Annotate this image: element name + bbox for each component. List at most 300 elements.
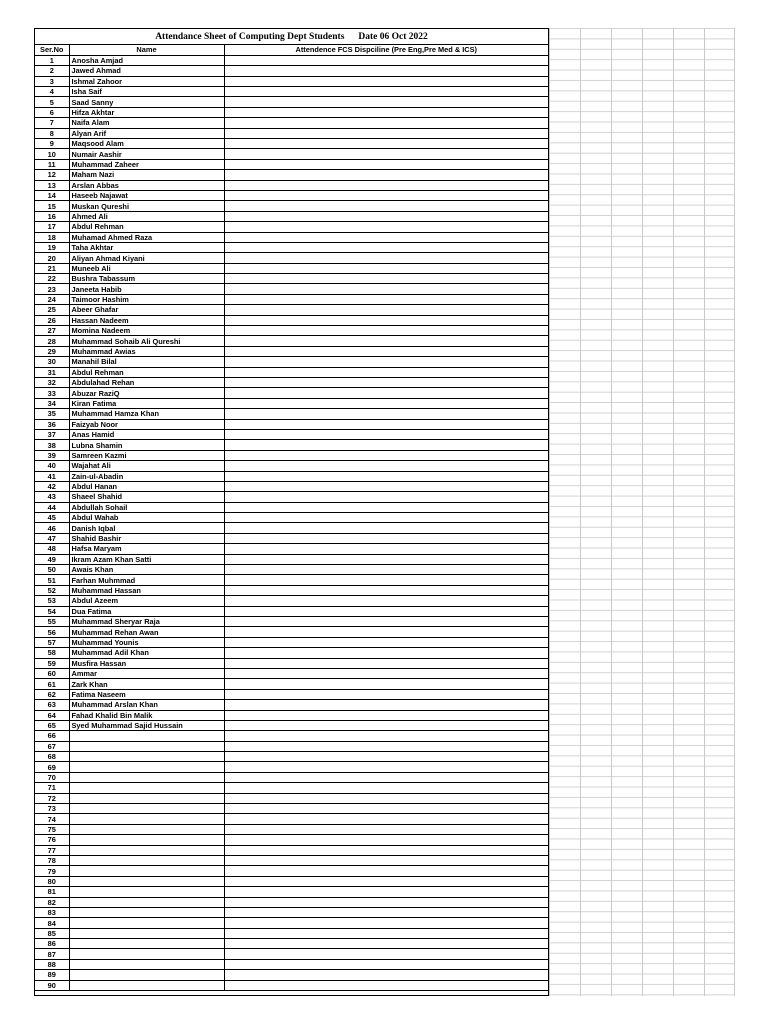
attendance-cell[interactable] <box>224 294 548 304</box>
serial-number-cell: 5 <box>35 97 69 107</box>
attendance-cell[interactable] <box>224 388 548 398</box>
serial-number-cell: 54 <box>35 606 69 616</box>
student-name-cell: Muhammad Rehan Awan <box>69 627 224 637</box>
serial-number-cell: 41 <box>35 471 69 481</box>
serial-number-cell: 67 <box>35 741 69 751</box>
table-row <box>35 741 548 751</box>
attendance-cell[interactable] <box>224 658 548 668</box>
attendance-cell[interactable] <box>224 346 548 356</box>
serial-number-cell: 53 <box>35 596 69 606</box>
student-name-cell: Abeer Ghafar <box>69 305 224 315</box>
serial-number-cell: 7 <box>35 118 69 128</box>
student-name-cell: Lubna Shamin <box>69 440 224 450</box>
serial-number-cell: 11 <box>35 159 69 169</box>
student-name-cell: Maham Nazi <box>69 170 224 180</box>
attendance-cell[interactable] <box>224 419 548 429</box>
attendance-cell[interactable] <box>224 378 548 388</box>
student-name-cell: Abuzar RaziQ <box>69 388 224 398</box>
table-row <box>35 461 548 471</box>
attendance-cell[interactable] <box>224 492 548 502</box>
attendance-cell[interactable] <box>224 814 548 824</box>
table-row <box>35 149 548 159</box>
table-row <box>35 502 548 512</box>
attendance-cell[interactable] <box>224 939 548 949</box>
serial-number-cell: 59 <box>35 658 69 668</box>
student-name-cell: Abdul Hanan <box>69 481 224 491</box>
attendance-cell[interactable] <box>224 139 548 149</box>
table-row <box>35 544 548 554</box>
serial-number-cell: 70 <box>35 772 69 782</box>
attendance-cell[interactable] <box>224 118 548 128</box>
table-row <box>35 419 548 429</box>
table-row <box>35 970 548 980</box>
student-name-cell: Faizyab Noor <box>69 419 224 429</box>
attendance-cell[interactable] <box>224 87 548 97</box>
attendance-cell[interactable] <box>224 336 548 346</box>
student-name-cell <box>69 845 224 855</box>
serial-number-cell: 16 <box>35 211 69 221</box>
table-row <box>35 835 548 845</box>
student-name-cell <box>69 731 224 741</box>
table-row <box>35 575 548 585</box>
student-name-cell: Syed Muhammad Sajid Hussain <box>69 720 224 730</box>
attendance-cell[interactable] <box>224 970 548 980</box>
attendance-cell[interactable] <box>224 211 548 221</box>
student-name-cell <box>69 793 224 803</box>
table-row <box>35 876 548 886</box>
serial-number-cell: 90 <box>35 980 69 990</box>
table-row <box>35 357 548 367</box>
attendance-cell[interactable] <box>224 949 548 959</box>
attendance-cell[interactable] <box>224 772 548 782</box>
table-row <box>35 824 548 834</box>
attendance-cell[interactable] <box>224 866 548 876</box>
attendance-cell[interactable] <box>224 700 548 710</box>
attendance-cell[interactable] <box>224 398 548 408</box>
serial-number-cell: 31 <box>35 367 69 377</box>
student-name-cell: Hafsa Maryam <box>69 544 224 554</box>
serial-number-cell: 8 <box>35 128 69 138</box>
serial-number-cell: 72 <box>35 793 69 803</box>
serial-number-cell: 61 <box>35 679 69 689</box>
table-row <box>35 107 548 117</box>
serial-number-cell: 52 <box>35 585 69 595</box>
serial-number-cell: 27 <box>35 326 69 336</box>
student-name-cell: Danish Iqbal <box>69 523 224 533</box>
student-name-cell <box>69 918 224 928</box>
serial-number-cell: 64 <box>35 710 69 720</box>
table-row <box>35 159 548 169</box>
table-row <box>35 689 548 699</box>
student-name-cell: Anosha Amjad <box>69 55 224 65</box>
student-name-cell <box>69 949 224 959</box>
student-name-cell: Zain-ul-Abadin <box>69 471 224 481</box>
table-row <box>35 565 548 575</box>
attendance-cell[interactable] <box>224 66 548 76</box>
attendance-cell[interactable] <box>224 616 548 626</box>
student-name-cell: Jawed Ahmad <box>69 66 224 76</box>
attendance-cell[interactable] <box>224 201 548 211</box>
student-name-cell <box>69 814 224 824</box>
serial-number-cell: 57 <box>35 637 69 647</box>
student-name-cell: Aliyan Ahmad Kiyani <box>69 253 224 263</box>
table-row <box>35 263 548 273</box>
attendance-cell[interactable] <box>224 596 548 606</box>
attendance-cell[interactable] <box>224 928 548 938</box>
attendance-cell[interactable] <box>224 170 548 180</box>
table-row <box>35 648 548 658</box>
header-row <box>35 45 548 55</box>
table-row <box>35 481 548 491</box>
serial-number-cell: 29 <box>35 346 69 356</box>
serial-number-cell: 85 <box>35 928 69 938</box>
serial-number-cell: 87 <box>35 949 69 959</box>
attendance-cell[interactable] <box>224 980 548 990</box>
sheet-title: Attendance Sheet of Computing Dept Students <box>155 31 345 42</box>
table-row <box>35 710 548 720</box>
attendance-cell[interactable] <box>224 180 548 190</box>
student-name-cell <box>69 835 224 845</box>
attendance-cell[interactable] <box>224 845 548 855</box>
serial-number-cell: 49 <box>35 554 69 564</box>
attendance-cell[interactable] <box>224 263 548 273</box>
student-name-cell: Ishmal Zahoor <box>69 76 224 86</box>
student-name-cell: Muhammad Arslan Khan <box>69 700 224 710</box>
attendance-cell[interactable] <box>224 731 548 741</box>
attendance-cell[interactable] <box>224 637 548 647</box>
student-name-cell: Manahil Bilal <box>69 357 224 367</box>
attendance-cell[interactable] <box>224 679 548 689</box>
serial-number-cell: 82 <box>35 897 69 907</box>
serial-number-cell: 36 <box>35 419 69 429</box>
attendance-cell[interactable] <box>224 855 548 865</box>
table-row <box>35 232 548 242</box>
attendance-cell[interactable] <box>224 918 548 928</box>
attendance-cell[interactable] <box>224 793 548 803</box>
table-row <box>35 450 548 460</box>
attendance-cell[interactable] <box>224 741 548 751</box>
student-name-cell <box>69 907 224 917</box>
attendance-cell[interactable] <box>224 450 548 460</box>
table-row <box>35 201 548 211</box>
serial-number-cell: 63 <box>35 700 69 710</box>
attendance-cell[interactable] <box>224 513 548 523</box>
attendance-cell[interactable] <box>224 429 548 439</box>
student-name-cell: Ikram Azam Khan Satti <box>69 554 224 564</box>
attendance-cell[interactable] <box>224 554 548 564</box>
student-name-cell: Shahid Bashir <box>69 533 224 543</box>
attendance-cell[interactable] <box>224 668 548 678</box>
serial-header: Ser.No <box>35 45 69 55</box>
student-name-cell: Taimoor Hashim <box>69 294 224 304</box>
student-name-cell <box>69 980 224 990</box>
student-name-cell: Muneeb Ali <box>69 263 224 273</box>
attendance-cell[interactable] <box>224 876 548 886</box>
student-name-cell: Muhammad Hassan <box>69 585 224 595</box>
table-row <box>35 346 548 356</box>
attendance-cell[interactable] <box>224 752 548 762</box>
attendance-cell[interactable] <box>224 585 548 595</box>
student-name-cell: Naifa Alam <box>69 118 224 128</box>
serial-number-cell: 3 <box>35 76 69 86</box>
attendance-cell[interactable] <box>224 97 548 107</box>
table-row <box>35 897 548 907</box>
serial-number-cell: 71 <box>35 783 69 793</box>
student-name-cell: Bushra Tabassum <box>69 274 224 284</box>
student-name-cell <box>69 887 224 897</box>
student-name-cell: Hassan Nadeem <box>69 315 224 325</box>
student-name-cell: Muhamad Ahmed Raza <box>69 232 224 242</box>
serial-number-cell: 83 <box>35 907 69 917</box>
table-row <box>35 440 548 450</box>
table-row <box>35 918 548 928</box>
student-name-cell: Muhammad Sohaib Ali Qureshi <box>69 336 224 346</box>
attendance-cell[interactable] <box>224 575 548 585</box>
serial-number-cell: 56 <box>35 627 69 637</box>
student-name-cell <box>69 970 224 980</box>
table-row <box>35 585 548 595</box>
serial-number-cell: 51 <box>35 575 69 585</box>
attendance-cell[interactable] <box>224 357 548 367</box>
table-row <box>35 180 548 190</box>
sheet-date: Date 06 Oct 2022 <box>358 31 428 42</box>
student-name-cell <box>69 824 224 834</box>
attendance-cell[interactable] <box>224 502 548 512</box>
table-row <box>35 284 548 294</box>
serial-number-cell: 60 <box>35 668 69 678</box>
serial-number-cell: 22 <box>35 274 69 284</box>
attendance-cell[interactable] <box>224 533 548 543</box>
student-name-cell <box>69 928 224 938</box>
attendance-cell[interactable] <box>224 804 548 814</box>
student-name-cell: Numair Aashir <box>69 149 224 159</box>
spreadsheet-gridlines <box>549 28 735 996</box>
serial-number-cell: 44 <box>35 502 69 512</box>
serial-number-cell: 26 <box>35 315 69 325</box>
attendance-cell[interactable] <box>224 959 548 969</box>
attendance-cell[interactable] <box>224 76 548 86</box>
table-row <box>35 949 548 959</box>
attendance-cell[interactable] <box>224 367 548 377</box>
attendance-cell[interactable] <box>224 242 548 252</box>
table-row <box>35 700 548 710</box>
student-name-cell: Muhammad Hamza Khan <box>69 409 224 419</box>
attendance-cell[interactable] <box>224 897 548 907</box>
serial-number-cell: 42 <box>35 481 69 491</box>
table-row <box>35 128 548 138</box>
student-name-cell: Kiran Fatima <box>69 398 224 408</box>
serial-number-cell: 9 <box>35 139 69 149</box>
student-name-cell: Muhammad Younis <box>69 637 224 647</box>
table-row <box>35 274 548 284</box>
serial-number-cell: 69 <box>35 762 69 772</box>
attendance-cell[interactable] <box>224 835 548 845</box>
table-row <box>35 471 548 481</box>
table-row <box>35 523 548 533</box>
serial-number-cell: 38 <box>35 440 69 450</box>
student-name-cell: Haseeb Najawat <box>69 190 224 200</box>
table-row <box>35 66 548 76</box>
attendance-cell[interactable] <box>224 907 548 917</box>
serial-number-cell: 68 <box>35 752 69 762</box>
table-row <box>35 378 548 388</box>
serial-number-cell: 77 <box>35 845 69 855</box>
attendance-cell[interactable] <box>224 128 548 138</box>
serial-number-cell: 89 <box>35 970 69 980</box>
serial-number-cell: 25 <box>35 305 69 315</box>
student-name-cell <box>69 855 224 865</box>
table-row <box>35 170 548 180</box>
attendance-cell[interactable] <box>224 471 548 481</box>
table-row <box>35 939 548 949</box>
serial-number-cell: 17 <box>35 222 69 232</box>
table-row <box>35 76 548 86</box>
serial-number-cell: 81 <box>35 887 69 897</box>
attendance-cell[interactable] <box>224 440 548 450</box>
student-name-cell: Momina Nadeem <box>69 326 224 336</box>
table-row <box>35 627 548 637</box>
student-name-cell: Anas Hamid <box>69 429 224 439</box>
student-name-cell: Wajahat Ali <box>69 461 224 471</box>
table-row <box>35 326 548 336</box>
student-name-cell <box>69 897 224 907</box>
attendance-cell[interactable] <box>224 481 548 491</box>
table-row <box>35 294 548 304</box>
table-row <box>35 315 548 325</box>
attendance-cell[interactable] <box>224 305 548 315</box>
table-row <box>35 97 548 107</box>
attendance-cell[interactable] <box>224 627 548 637</box>
table-row <box>35 855 548 865</box>
attendance-cell[interactable] <box>224 710 548 720</box>
serial-number-cell: 78 <box>35 855 69 865</box>
serial-number-cell: 28 <box>35 336 69 346</box>
table-row <box>35 190 548 200</box>
serial-number-cell: 75 <box>35 824 69 834</box>
table-row <box>35 242 548 252</box>
attendance-cell[interactable] <box>224 222 548 232</box>
student-name-cell <box>69 866 224 876</box>
serial-number-cell: 18 <box>35 232 69 242</box>
serial-number-cell: 13 <box>35 180 69 190</box>
serial-number-cell: 35 <box>35 409 69 419</box>
attendance-cell[interactable] <box>224 720 548 730</box>
table-row <box>35 845 548 855</box>
attendance-cell[interactable] <box>224 544 548 554</box>
serial-number-cell: 58 <box>35 648 69 658</box>
table-row <box>35 388 548 398</box>
attendance-cell[interactable] <box>224 159 548 169</box>
attendance-sheet <box>34 28 549 996</box>
student-name-cell: Abdul Rehman <box>69 222 224 232</box>
table-row <box>35 211 548 221</box>
attendance-cell[interactable] <box>224 461 548 471</box>
student-name-cell: Taha Akhtar <box>69 242 224 252</box>
serial-number-cell: 34 <box>35 398 69 408</box>
attendance-cell[interactable] <box>224 315 548 325</box>
attendance-cell[interactable] <box>224 284 548 294</box>
attendance-cell[interactable] <box>224 783 548 793</box>
table-row <box>35 409 548 419</box>
student-name-cell: Hifza Akhtar <box>69 107 224 117</box>
table-row <box>35 305 548 315</box>
student-name-cell: Isha Saif <box>69 87 224 97</box>
student-name-cell: Ahmed Ali <box>69 211 224 221</box>
serial-number-cell: 55 <box>35 616 69 626</box>
attendance-cell[interactable] <box>224 824 548 834</box>
table-body <box>35 55 548 990</box>
student-name-cell: Fatima Naseem <box>69 689 224 699</box>
attendance-cell[interactable] <box>224 409 548 419</box>
student-name-cell <box>69 783 224 793</box>
table-row <box>35 533 548 543</box>
student-name-cell: Muskan Qureshi <box>69 201 224 211</box>
serial-number-cell: 88 <box>35 959 69 969</box>
student-name-cell <box>69 876 224 886</box>
attendance-cell[interactable] <box>224 232 548 242</box>
student-name-cell: Musfira Hassan <box>69 658 224 668</box>
attendance-cell[interactable] <box>224 253 548 263</box>
student-name-cell <box>69 741 224 751</box>
student-name-cell: Abdul Azeem <box>69 596 224 606</box>
attendance-cell[interactable] <box>224 55 548 65</box>
attendance-table <box>35 45 548 991</box>
attendance-cell[interactable] <box>224 149 548 159</box>
student-name-cell: Muhammad Zaheer <box>69 159 224 169</box>
serial-number-cell: 80 <box>35 876 69 886</box>
student-name-cell: Dua Fatima <box>69 606 224 616</box>
student-name-cell <box>69 939 224 949</box>
serial-number-cell: 33 <box>35 388 69 398</box>
table-row <box>35 513 548 523</box>
table-row <box>35 731 548 741</box>
attendance-cell[interactable] <box>224 326 548 336</box>
attendance-cell[interactable] <box>224 565 548 575</box>
table-row <box>35 772 548 782</box>
student-name-cell: Shaeel Shahid <box>69 492 224 502</box>
serial-number-cell: 47 <box>35 533 69 543</box>
attendance-cell[interactable] <box>224 887 548 897</box>
student-name-cell <box>69 804 224 814</box>
student-name-cell <box>69 959 224 969</box>
student-name-cell: Muhammad Adil Khan <box>69 648 224 658</box>
table-row <box>35 866 548 876</box>
name-header: Name <box>69 45 224 55</box>
student-name-cell: Maqsood Alam <box>69 139 224 149</box>
title-row <box>35 29 548 45</box>
attendance-cell[interactable] <box>224 648 548 658</box>
student-name-cell <box>69 762 224 772</box>
attendance-cell[interactable] <box>224 274 548 284</box>
serial-number-cell: 62 <box>35 689 69 699</box>
student-name-cell: Ammar <box>69 668 224 678</box>
serial-number-cell: 45 <box>35 513 69 523</box>
attendance-cell[interactable] <box>224 606 548 616</box>
attendance-cell[interactable] <box>224 190 548 200</box>
serial-number-cell: 19 <box>35 242 69 252</box>
serial-number-cell: 76 <box>35 835 69 845</box>
attendance-cell[interactable] <box>224 689 548 699</box>
table-row <box>35 118 548 128</box>
student-name-cell: Zark Khan <box>69 679 224 689</box>
serial-number-cell: 74 <box>35 814 69 824</box>
attendance-cell[interactable] <box>224 762 548 772</box>
attendance-cell[interactable] <box>224 107 548 117</box>
serial-number-cell: 2 <box>35 66 69 76</box>
attendance-cell[interactable] <box>224 523 548 533</box>
student-name-cell: Abdul Wahab <box>69 513 224 523</box>
table-row <box>35 658 548 668</box>
